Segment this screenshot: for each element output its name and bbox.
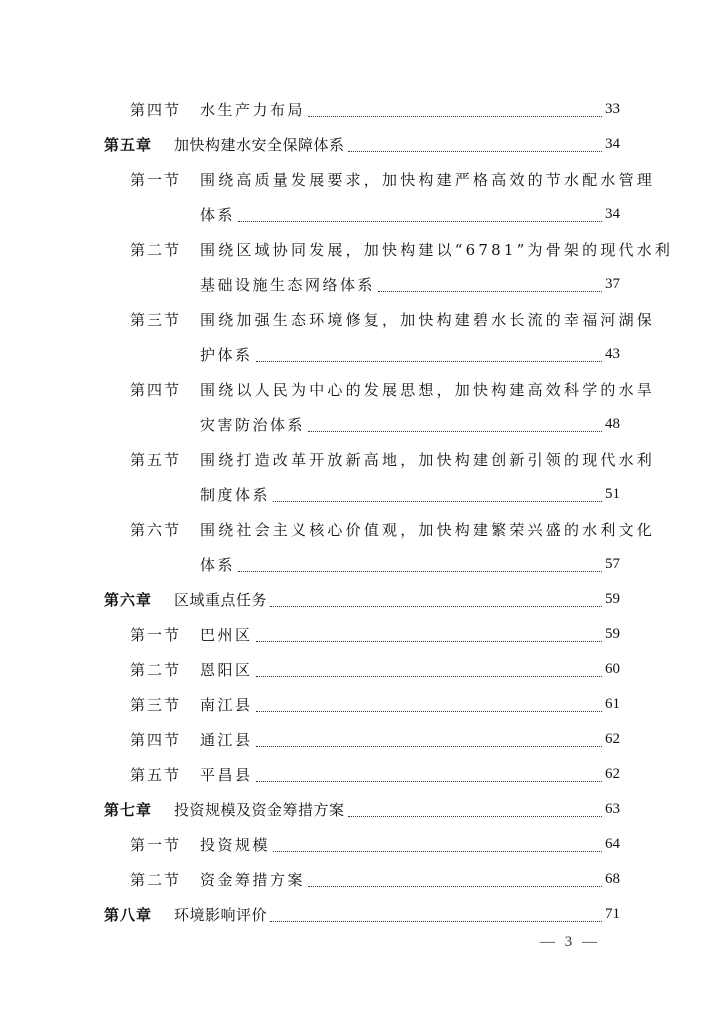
toc-entry-title: 巴州区: [200, 626, 253, 644]
toc-page-number: 59: [605, 591, 620, 607]
toc-section-entry[interactable]: [104, 722, 620, 757]
toc-section-entry[interactable]: [104, 827, 620, 862]
toc-entry-continuation[interactable]: [104, 267, 620, 302]
toc-page-number: 51: [605, 486, 620, 502]
toc-entry-label: 第五章: [104, 136, 153, 154]
toc-entry-title: 体系: [200, 556, 236, 574]
toc-entry-label: 第六节: [130, 521, 182, 539]
toc-page-number: 62: [605, 731, 620, 747]
toc-page-number: 61: [605, 696, 620, 712]
table-of-contents: [104, 92, 674, 932]
toc-entry-label: 第四节: [130, 101, 182, 119]
toc-entry-label: 第四节: [130, 731, 182, 749]
toc-entry-title: 体系: [200, 206, 236, 224]
toc-page-number: 64: [605, 836, 620, 852]
toc-section-entry[interactable]: [104, 652, 620, 687]
toc-entry-title: 投资规模: [200, 836, 271, 854]
toc-entry-label: 第七章: [104, 801, 153, 819]
toc-entry-label: 第一节: [130, 626, 182, 644]
toc-entry-label: 第三节: [130, 696, 182, 714]
toc-page-number: 48: [605, 416, 620, 432]
toc-page-number: 57: [605, 556, 620, 572]
toc-entry-title: 通江县: [200, 731, 253, 749]
toc-entry-title: 制度体系: [200, 486, 271, 504]
toc-section-entry[interactable]: [104, 442, 656, 477]
toc-entry-continuation[interactable]: [104, 477, 620, 512]
dot-leader: [256, 697, 602, 712]
dot-leader: [308, 102, 602, 117]
toc-entry-label: 第二节: [130, 661, 182, 679]
toc-entry-continuation[interactable]: [104, 547, 620, 582]
toc-entry-continuation[interactable]: [104, 407, 620, 442]
dot-leader: [378, 277, 602, 292]
toc-entry-label: 第五节: [130, 451, 182, 469]
toc-entry-title: 围绕社会主义核心价值观，加快构建繁荣兴盛的水利文化: [200, 521, 656, 539]
toc-entry-title: 水生产力布局: [200, 101, 306, 119]
toc-entry-label: 第六章: [104, 591, 153, 609]
dot-leader: [256, 662, 602, 677]
dot-leader: [273, 487, 602, 502]
dot-leader: [256, 732, 602, 747]
toc-entry-continuation[interactable]: [104, 197, 620, 232]
toc-page-number: 34: [605, 206, 620, 222]
dot-leader: [348, 137, 602, 152]
toc-entry-title: 围绕打造改革开放新高地，加快构建创新引领的现代水利: [200, 451, 656, 469]
toc-entry-label: 第二节: [130, 241, 182, 259]
toc-entry-title: 护体系: [200, 346, 253, 364]
toc-entry-title: 资金筹措方案: [200, 871, 306, 889]
dot-leader: [238, 207, 602, 222]
toc-section-entry[interactable]: [104, 757, 620, 792]
dot-leader: [256, 347, 602, 362]
dot-leader: [270, 592, 602, 607]
toc-page-number: 68: [605, 871, 620, 887]
toc-section-entry[interactable]: [104, 302, 656, 337]
toc-entry-title: 围绕以人民为中心的发展思想，加快构建高效科学的水旱: [200, 381, 656, 399]
toc-page-number: 37: [605, 276, 620, 292]
dot-leader: [270, 907, 602, 922]
toc-entry-title: 平昌县: [200, 766, 253, 784]
toc-entry-title: 区域重点任务: [174, 591, 268, 609]
toc-entry-label: 第一节: [130, 836, 182, 854]
toc-page-number: 33: [605, 101, 620, 117]
toc-page-number: 63: [605, 801, 620, 817]
dot-leader: [348, 802, 602, 817]
dot-leader: [273, 837, 602, 852]
page-number-footer: — 3 —: [540, 934, 600, 950]
toc-entry-label: 第四节: [130, 381, 182, 399]
dot-leader: [238, 557, 602, 572]
toc-section-entry[interactable]: [104, 687, 620, 722]
toc-entry-title: 加快构建水安全保障体系: [174, 136, 345, 154]
toc-section-entry[interactable]: [104, 512, 656, 547]
toc-page-number: 34: [605, 136, 620, 152]
toc-entry-label: 第二节: [130, 871, 182, 889]
toc-section-entry[interactable]: [104, 232, 674, 267]
toc-entry-label: 第三节: [130, 311, 182, 329]
toc-entry-label: 第八章: [104, 906, 153, 924]
toc-entry-title: 环境影响评价: [174, 906, 268, 924]
toc-entry-continuation[interactable]: [104, 337, 620, 372]
toc-entry-title: 基础设施生态网络体系: [200, 276, 376, 294]
toc-page-number: 60: [605, 661, 620, 677]
toc-entry-title: 恩阳区: [200, 661, 253, 679]
toc-page-number: 71: [605, 906, 620, 922]
toc-page-number: 59: [605, 626, 620, 642]
dot-leader: [256, 767, 602, 782]
toc-entry-title: 围绕区域协同发展，加快构建以“6781”为骨架的现代水利: [200, 241, 674, 259]
toc-chapter-entry[interactable]: [104, 792, 620, 827]
toc-page-number: 43: [605, 346, 620, 362]
toc-section-entry[interactable]: [104, 372, 656, 407]
toc-entry-title: 灾害防治体系: [200, 416, 306, 434]
toc-section-entry[interactable]: [104, 617, 620, 652]
toc-entry-label: 第五节: [130, 766, 182, 784]
dot-leader: [308, 872, 602, 887]
toc-entry-label: 第一节: [130, 171, 182, 189]
toc-section-entry[interactable]: [104, 862, 620, 897]
toc-section-entry[interactable]: [104, 92, 620, 127]
toc-entry-title: 围绕加强生态环境修复，加快构建碧水长流的幸福河湖保: [200, 311, 656, 329]
toc-entry-title: 围绕高质量发展要求，加快构建严格高效的节水配水管理: [200, 171, 656, 189]
dot-leader: [308, 417, 602, 432]
toc-chapter-entry[interactable]: [104, 127, 620, 162]
toc-section-entry[interactable]: [104, 162, 656, 197]
toc-entry-title: 投资规模及资金筹措方案: [174, 801, 345, 819]
toc-page-number: 62: [605, 766, 620, 782]
dot-leader: [256, 627, 602, 642]
toc-chapter-entry[interactable]: [104, 897, 620, 932]
toc-entry-title: 南江县: [200, 696, 253, 714]
toc-chapter-entry[interactable]: [104, 582, 620, 617]
